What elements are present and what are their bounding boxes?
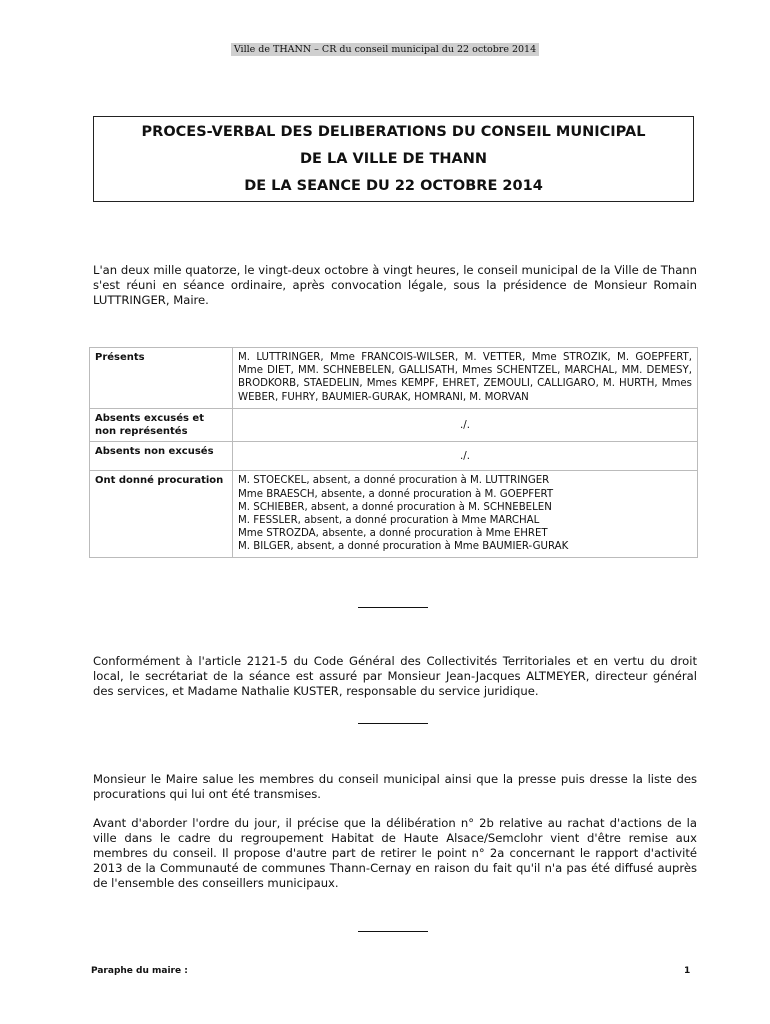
title-box xyxy=(93,116,694,202)
proxy-item: M. STOECKEL, absent, a donné procuration à M. LUTTRINGER xyxy=(238,475,550,487)
separator-line xyxy=(358,931,428,932)
proxy-label: Ont donné procuration xyxy=(90,471,233,557)
title-line-2: DE LA VILLE DE THANN xyxy=(299,151,488,167)
proxy-item: Mme STROZDA, absente, a donné procuration à Mme EHRET xyxy=(238,528,548,540)
page-number: 1 xyxy=(684,966,691,976)
paraphe-label: Paraphe du maire : xyxy=(91,966,188,976)
attendance-table xyxy=(89,347,698,558)
presents-label: Présents xyxy=(90,348,233,409)
proxy-item: M. FESSLER, absent, a donné procuration à Mme MARCHAL xyxy=(238,515,540,527)
proxy-list xyxy=(233,471,698,557)
presents-value: M. LUTTRINGER, Mme FRANCOIS-WILSER, M. VETTER, Mme STROZIK, M. GOEPFERT, Mme DIET, MM. SCHNEBELEN, GALLISATH, Mmes SCHENTZEL, MARCHAL, MM. DEMESY, BRODKORB, STAEDELIN, Mmes KEMPF, EHRET, ZEMOULI, CALLIGARO, M. HURTH, Mmes WEBER, FUHRY, BAUMIER-GURAK, HOMRANI, M. MORVAN xyxy=(233,348,698,409)
proxy-item: Mme BRAESCH, absente, a donné procuration à M. GOEPFERT xyxy=(238,488,554,500)
table-row-proxies xyxy=(90,471,698,557)
proxy-item: M. SCHIEBER, absent, a donné procuration à M. SCHNEBELEN xyxy=(238,501,552,513)
unexcused-value: ./. xyxy=(233,442,698,471)
agenda-paragraph: Avant d'aborder l'ordre du jour, il précise que la délibération n° 2b relative au rachat d'actions de la ville dans le cadre du regroupement Habitat de Haute Alsace/Semclohr vient d'être remise aux membres du conseil. Il propose d'autre part de retirer le point n° 2a concernant le rapport d'activité 2013 de la Communauté de communes Thann-Cernay en raison du fait qu'il n'a pas été diffusé auprès de l'ensemble des conseillers municipaux. xyxy=(93,816,697,890)
separator-line xyxy=(358,607,428,608)
excused-label-text: Absents excusés et non représentés xyxy=(95,413,204,438)
title-line-3: DE LA SEANCE DU 22 OCTOBRE 2014 xyxy=(244,178,543,194)
running-header xyxy=(0,44,770,55)
table-row-unexcused xyxy=(90,442,698,471)
separator-line xyxy=(358,723,428,724)
intro-paragraph: L'an deux mille quatorze, le vingt-deux octobre à vingt heures, le conseil municipal de la Ville de Thann s'est réuni en séance ordinaire, après convocation légale, sous la présidence de Monsieur Romain LUTTRINGER, Maire. xyxy=(93,263,697,307)
running-header-text: Ville de THANN – CR du conseil municipal du 22 octobre 2014 xyxy=(231,43,539,56)
table-row-presents xyxy=(90,348,698,409)
excused-label xyxy=(90,409,233,442)
table-row-excused xyxy=(90,409,698,442)
proxy-item: M. BILGER, absent, a donné procuration à Mme BAUMIER-GURAK xyxy=(238,541,569,553)
secretariat-paragraph: Conformément à l'article 2121-5 du Code Général des Collectivités Territoriales et en vertu du droit local, le secrétariat de la séance est assuré par Monsieur Jean-Jacques ALTMEYER, directeur général des services, et Madame Nathalie KUSTER, responsable du service juridique. xyxy=(93,654,697,698)
title-line-1: PROCES-VERBAL DES DELIBERATIONS DU CONSEIL MUNICIPAL xyxy=(141,124,646,140)
greeting-paragraph: Monsieur le Maire salue les membres du conseil municipal ainsi que la presse puis dresse la liste des procurations qui lui ont été transmises. xyxy=(93,772,697,801)
excused-value: ./. xyxy=(233,409,698,442)
unexcused-label: Absents non excusés xyxy=(90,442,233,471)
